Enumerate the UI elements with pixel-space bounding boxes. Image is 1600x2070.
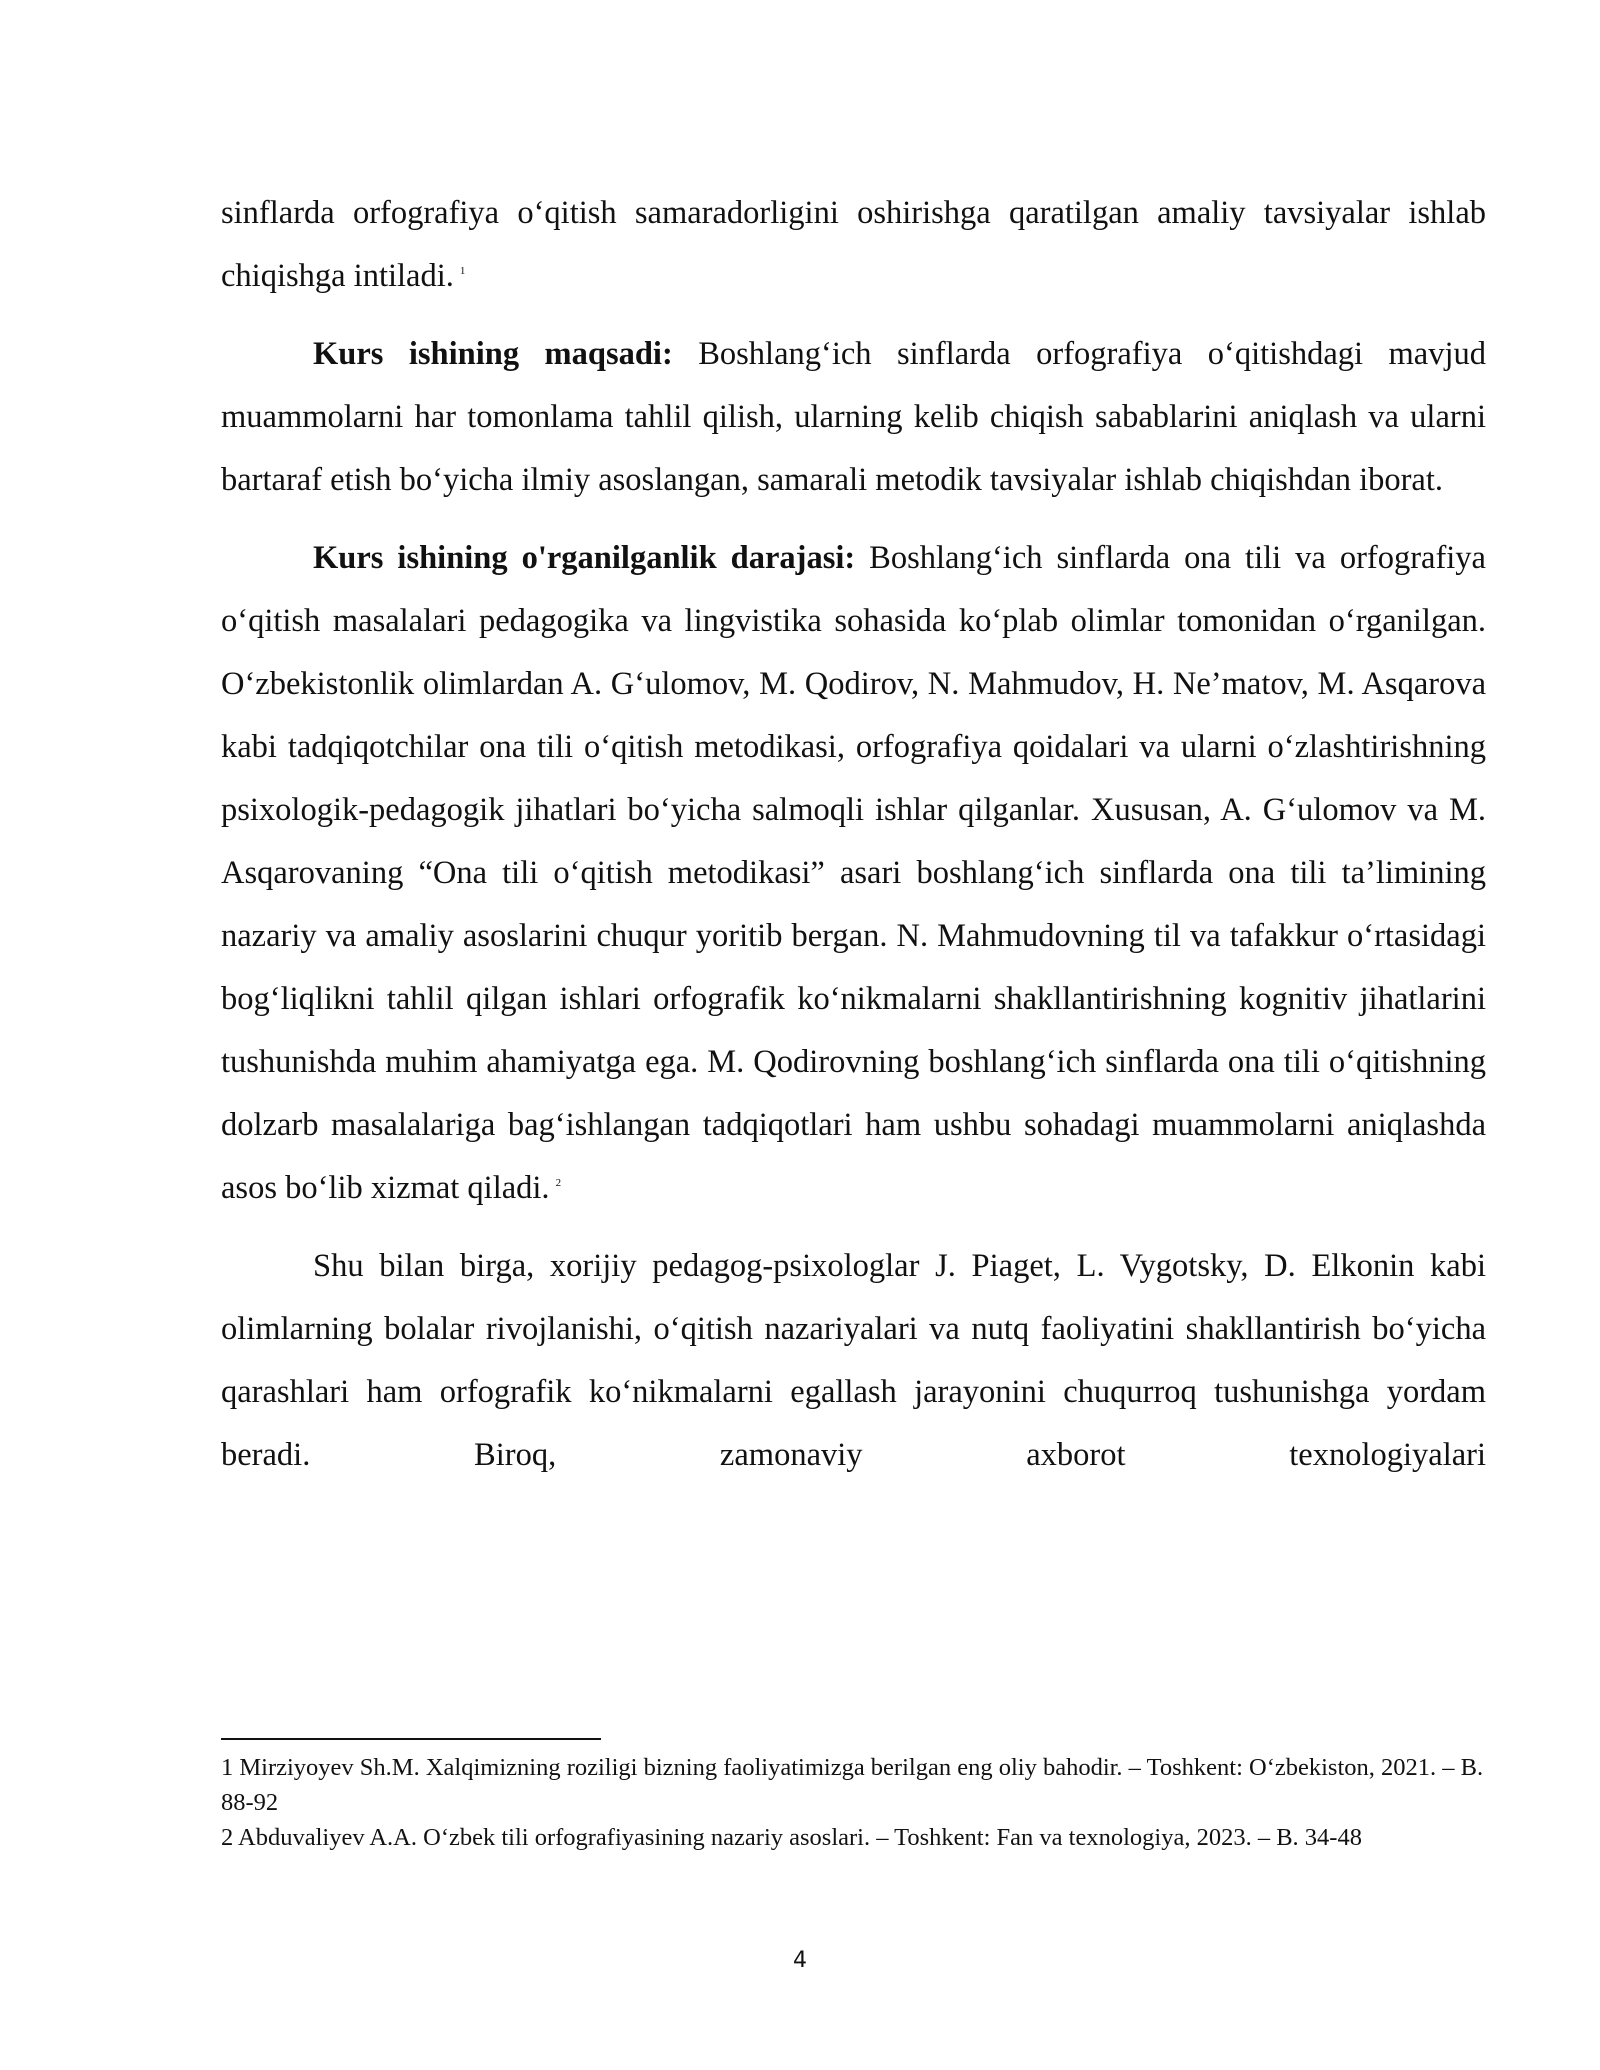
footnote-reference-1: 1 bbox=[459, 265, 466, 277]
paragraph-foreign-scholars bbox=[221, 1235, 1486, 1487]
footnotes bbox=[221, 1750, 1486, 1855]
footnote-reference-2: 2 bbox=[555, 1177, 562, 1189]
page-number: 4 bbox=[793, 1948, 807, 1973]
footnote-separator bbox=[221, 1738, 601, 1740]
paragraph-study-level bbox=[221, 527, 1486, 1220]
paragraph-aim bbox=[221, 323, 1486, 512]
footnote-number: 2 bbox=[221, 1824, 234, 1851]
footnote-text: Abduvaliyev A.A. O‘zbek tili orfografiyasining nazariy asoslari. – Toshkent: Fan va texnologiya, 2023. – B. 34-48 bbox=[238, 1824, 1362, 1851]
footnote-2 bbox=[221, 1820, 1486, 1855]
paragraph-text: Boshlang‘ich sinflarda orfografiya o‘qitishdagi mavjud muammolarni har tomonlama tahlil qilish, ularning kelib chiqish sabablarini aniqlash va ularni bartaraf etish bo‘yicha ilmiy asoslangan, samarali metodik tavsiyalar ishlab chiqishdan iborat. bbox=[221, 336, 1486, 498]
footnote-1 bbox=[221, 1750, 1486, 1820]
footnote-number: 1 bbox=[221, 1754, 234, 1781]
paragraph-text: Shu bilan birga, xorijiy pedagog-psixologlar J. Piaget, L. Vygotsky, D. Elkonin kabi olimlarning bolalar rivojlanishi, o‘qitish nazariyalari va nutq faoliyatini shakllantirish bo‘yicha qarashlari ham orfografik ko‘nikmalarni egallash jarayonini chuqurroq tushunishga yordam beradi. Biroq, zamonaviy axborot texnologiyalari bbox=[221, 1248, 1486, 1473]
body-text bbox=[221, 182, 1486, 1502]
paragraph-heading-study-level: Kurs ishining o'rganilganlik darajasi: bbox=[313, 540, 856, 576]
paragraph-heading-aim: Kurs ishining maqsadi: bbox=[313, 336, 673, 372]
footnote-text: Mirziyoyev Sh.M. Xalqimizning roziligi bizning faoliyatimizga berilgan eng oliy bahodir. – Toshkent: O‘zbekiston, 2021. – B. 88-92 bbox=[221, 1754, 1484, 1816]
paragraph-text: sinflarda orfografiya o‘qitish samaradorligini oshirishga qaratilgan amaliy tavsiyalar ishlab chiqishga intiladi. bbox=[221, 195, 1486, 294]
paragraph-continuation bbox=[221, 182, 1486, 308]
paragraph-text: Boshlang‘ich sinflarda ona tili va orfografiya o‘qitish masalalari pedagogika va lingvistika sohasida ko‘plab olimlar tomonidan o‘rganilgan. O‘zbekistonlik olimlardan A. G‘ulomov, M. Qodirov, N. Mahmudov, H. Ne’matov, M. Asqarova kabi tadqiqotchilar ona tili o‘qitish metodikasi, orfografiya qoidalari va ularni o‘zlashtirishning psixologik-pedagogik jihatlari bo‘yicha salmoqli ishlar qilganlar. Xususan, A. G‘ulomov va M. Asqarovaning “Ona tili o‘qitish metodikasi” asari boshlang‘ich sinflarda ona tili ta’limining nazariy va amaliy asoslarini chuqur yoritib bergan. N. Mahmudovning til va tafakkur o‘rtasidagi bog‘liqlikni tahlil qilgan ishlari orfografik ko‘nikmalarni shakllantirishning kognitiv jihatlarini tushunishda muhim ahamiyatga ega. M. Qodirovning boshlang‘ich sinflarda ona tili o‘qitishning dolzarb masalalariga bag‘ishlangan tadqiqotlari ham ushbu sohadagi muammolarni aniqlashda asos bo‘lib xizmat qiladi. bbox=[221, 540, 1486, 1206]
